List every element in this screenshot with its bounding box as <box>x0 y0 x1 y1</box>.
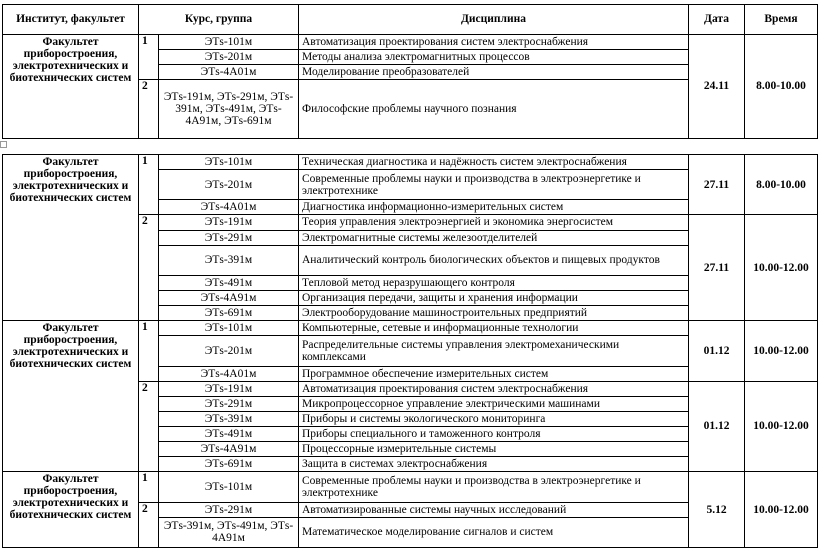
group-cell: ЭТs-4А91м <box>159 290 299 305</box>
group-cell: ЭТs-4А01м <box>159 200 299 215</box>
time-cell: 10.00-12.00 <box>745 472 818 548</box>
group-cell: ЭТs-391м, ЭТs-491м, ЭТs-4А91м <box>159 517 299 547</box>
group-cell: ЭТs-291м <box>159 230 299 245</box>
group-cell: ЭТs-101м <box>159 35 299 50</box>
course-cell: 1 <box>139 35 159 80</box>
header-discipline: Дисциплина <box>299 5 689 35</box>
time-cell: 8.00-10.00 <box>745 35 818 139</box>
discipline-cell: Организация передачи, защиты и хранения информации <box>299 290 689 305</box>
discipline-cell: Процессорные измерительные системы <box>299 442 689 457</box>
course-cell: 1 <box>139 155 159 215</box>
discipline-cell: Тепловой метод неразрушающего контроля <box>299 275 689 290</box>
group-cell: ЭТs-191м, ЭТs-291м, ЭТs-391м, ЭТs-491м, ЭТs-4А91м, ЭТs-691м <box>159 80 299 139</box>
group-cell: ЭТs-101м <box>159 321 299 336</box>
date-cell: 01.12 <box>689 381 745 472</box>
discipline-cell: Техническая диагностика и надёжность систем электроснабжения <box>299 155 689 170</box>
group-cell: ЭТs-4А91м <box>159 442 299 457</box>
header-time: Время <box>745 5 818 35</box>
discipline-cell: Автоматизация проектирования систем электроснабжения <box>299 381 689 396</box>
time-cell: 10.00-12.00 <box>745 321 818 381</box>
time-cell: 10.00-12.00 <box>745 381 818 472</box>
group-cell: ЭТs-691м <box>159 306 299 321</box>
group-cell: ЭТs-201м <box>159 170 299 200</box>
header-date: Дата <box>689 5 745 35</box>
discipline-cell: Методы анализа электромагнитных процессов <box>299 50 689 65</box>
discipline-cell: Компьютерные, сетевые и информационные технологии <box>299 321 689 336</box>
group-cell: ЭТs-101м <box>159 472 299 502</box>
discipline-cell: Электромагнитные системы железоотделителей <box>299 230 689 245</box>
group-cell: ЭТs-691м <box>159 457 299 472</box>
time-cell: 8.00-10.00 <box>745 155 818 215</box>
group-cell: ЭТs-291м <box>159 396 299 411</box>
group-cell: ЭТs-291м <box>159 502 299 517</box>
schedule-table-2 <box>2 154 818 548</box>
group-cell: ЭТs-201м <box>159 50 299 65</box>
faculty-cell: Факультет приборостроения, электротехнических и биотехнических систем <box>3 155 139 321</box>
group-cell: ЭТs-391м <box>159 245 299 275</box>
discipline-cell: Электрооборудование машиностроительных предприятий <box>299 306 689 321</box>
group-cell: ЭТs-491м <box>159 426 299 441</box>
discipline-cell: Приборы и системы экологического мониторинга <box>299 411 689 426</box>
group-cell: ЭТs-491м <box>159 275 299 290</box>
group-cell: ЭТs-101м <box>159 155 299 170</box>
date-cell: 01.12 <box>689 321 745 381</box>
discipline-cell: Диагностика информационно-измерительных систем <box>299 200 689 215</box>
discipline-cell: Автоматизированные системы научных исследований <box>299 502 689 517</box>
group-cell: ЭТs-191м <box>159 381 299 396</box>
header-course-group: Курс, группа <box>139 5 299 35</box>
discipline-cell: Современные проблемы науки и производства в электроэнергетике и электротехнике <box>299 472 689 502</box>
table-row <box>3 35 818 50</box>
discipline-cell: Автоматизация проектирования систем электроснабжения <box>299 35 689 50</box>
date-cell: 27.11 <box>689 215 745 321</box>
group-cell: ЭТs-4А01м <box>159 366 299 381</box>
row-separator-marker <box>0 141 7 148</box>
discipline-cell: Приборы специального и таможенного контроля <box>299 426 689 441</box>
header-row <box>3 5 818 35</box>
faculty-cell: Факультет приборостроения, электротехнических и биотехнических систем <box>3 321 139 472</box>
date-cell: 27.11 <box>689 155 745 215</box>
discipline-cell: Программное обеспечение измерительных систем <box>299 366 689 381</box>
discipline-cell: Философские проблемы научного познания <box>299 80 689 139</box>
group-cell: ЭТs-391м <box>159 411 299 426</box>
table-row <box>3 472 818 502</box>
faculty-cell: Факультет приборостроения, электротехнических и биотехнических систем <box>3 35 139 139</box>
discipline-cell: Математическое моделирование сигналов и систем <box>299 517 689 547</box>
group-cell: ЭТs-191м <box>159 215 299 230</box>
course-cell: 2 <box>139 381 159 472</box>
faculty-cell: Факультет приборостроения, электротехнических и биотехнических систем <box>3 472 139 548</box>
discipline-cell: Моделирование преобразователей <box>299 65 689 80</box>
discipline-cell: Защита в системах электроснабжения <box>299 457 689 472</box>
discipline-cell: Теория управления электроэнергией и экономика энергосистем <box>299 215 689 230</box>
course-cell: 1 <box>139 472 159 502</box>
header-institute: Институт, факультет <box>3 5 139 35</box>
discipline-cell: Современные проблемы науки и производства в электроэнергетике и электротехнике <box>299 170 689 200</box>
discipline-cell: Микропроцессорное управление электрическими машинами <box>299 396 689 411</box>
course-cell: 2 <box>139 502 159 547</box>
course-cell: 2 <box>139 215 159 321</box>
table-row <box>3 321 818 336</box>
course-cell: 2 <box>139 80 159 139</box>
date-cell: 5.12 <box>689 472 745 548</box>
course-cell: 1 <box>139 321 159 381</box>
discipline-cell: Аналитический контроль биологических объектов и пищевых продуктов <box>299 245 689 275</box>
schedule-table-1 <box>2 4 818 139</box>
group-cell: ЭТs-201м <box>159 336 299 366</box>
group-cell: ЭТs-4А01м <box>159 65 299 80</box>
discipline-cell: Распределительные системы управления электромеханическими комплексами <box>299 336 689 366</box>
table-row <box>3 155 818 170</box>
date-cell: 24.11 <box>689 35 745 139</box>
time-cell: 10.00-12.00 <box>745 215 818 321</box>
